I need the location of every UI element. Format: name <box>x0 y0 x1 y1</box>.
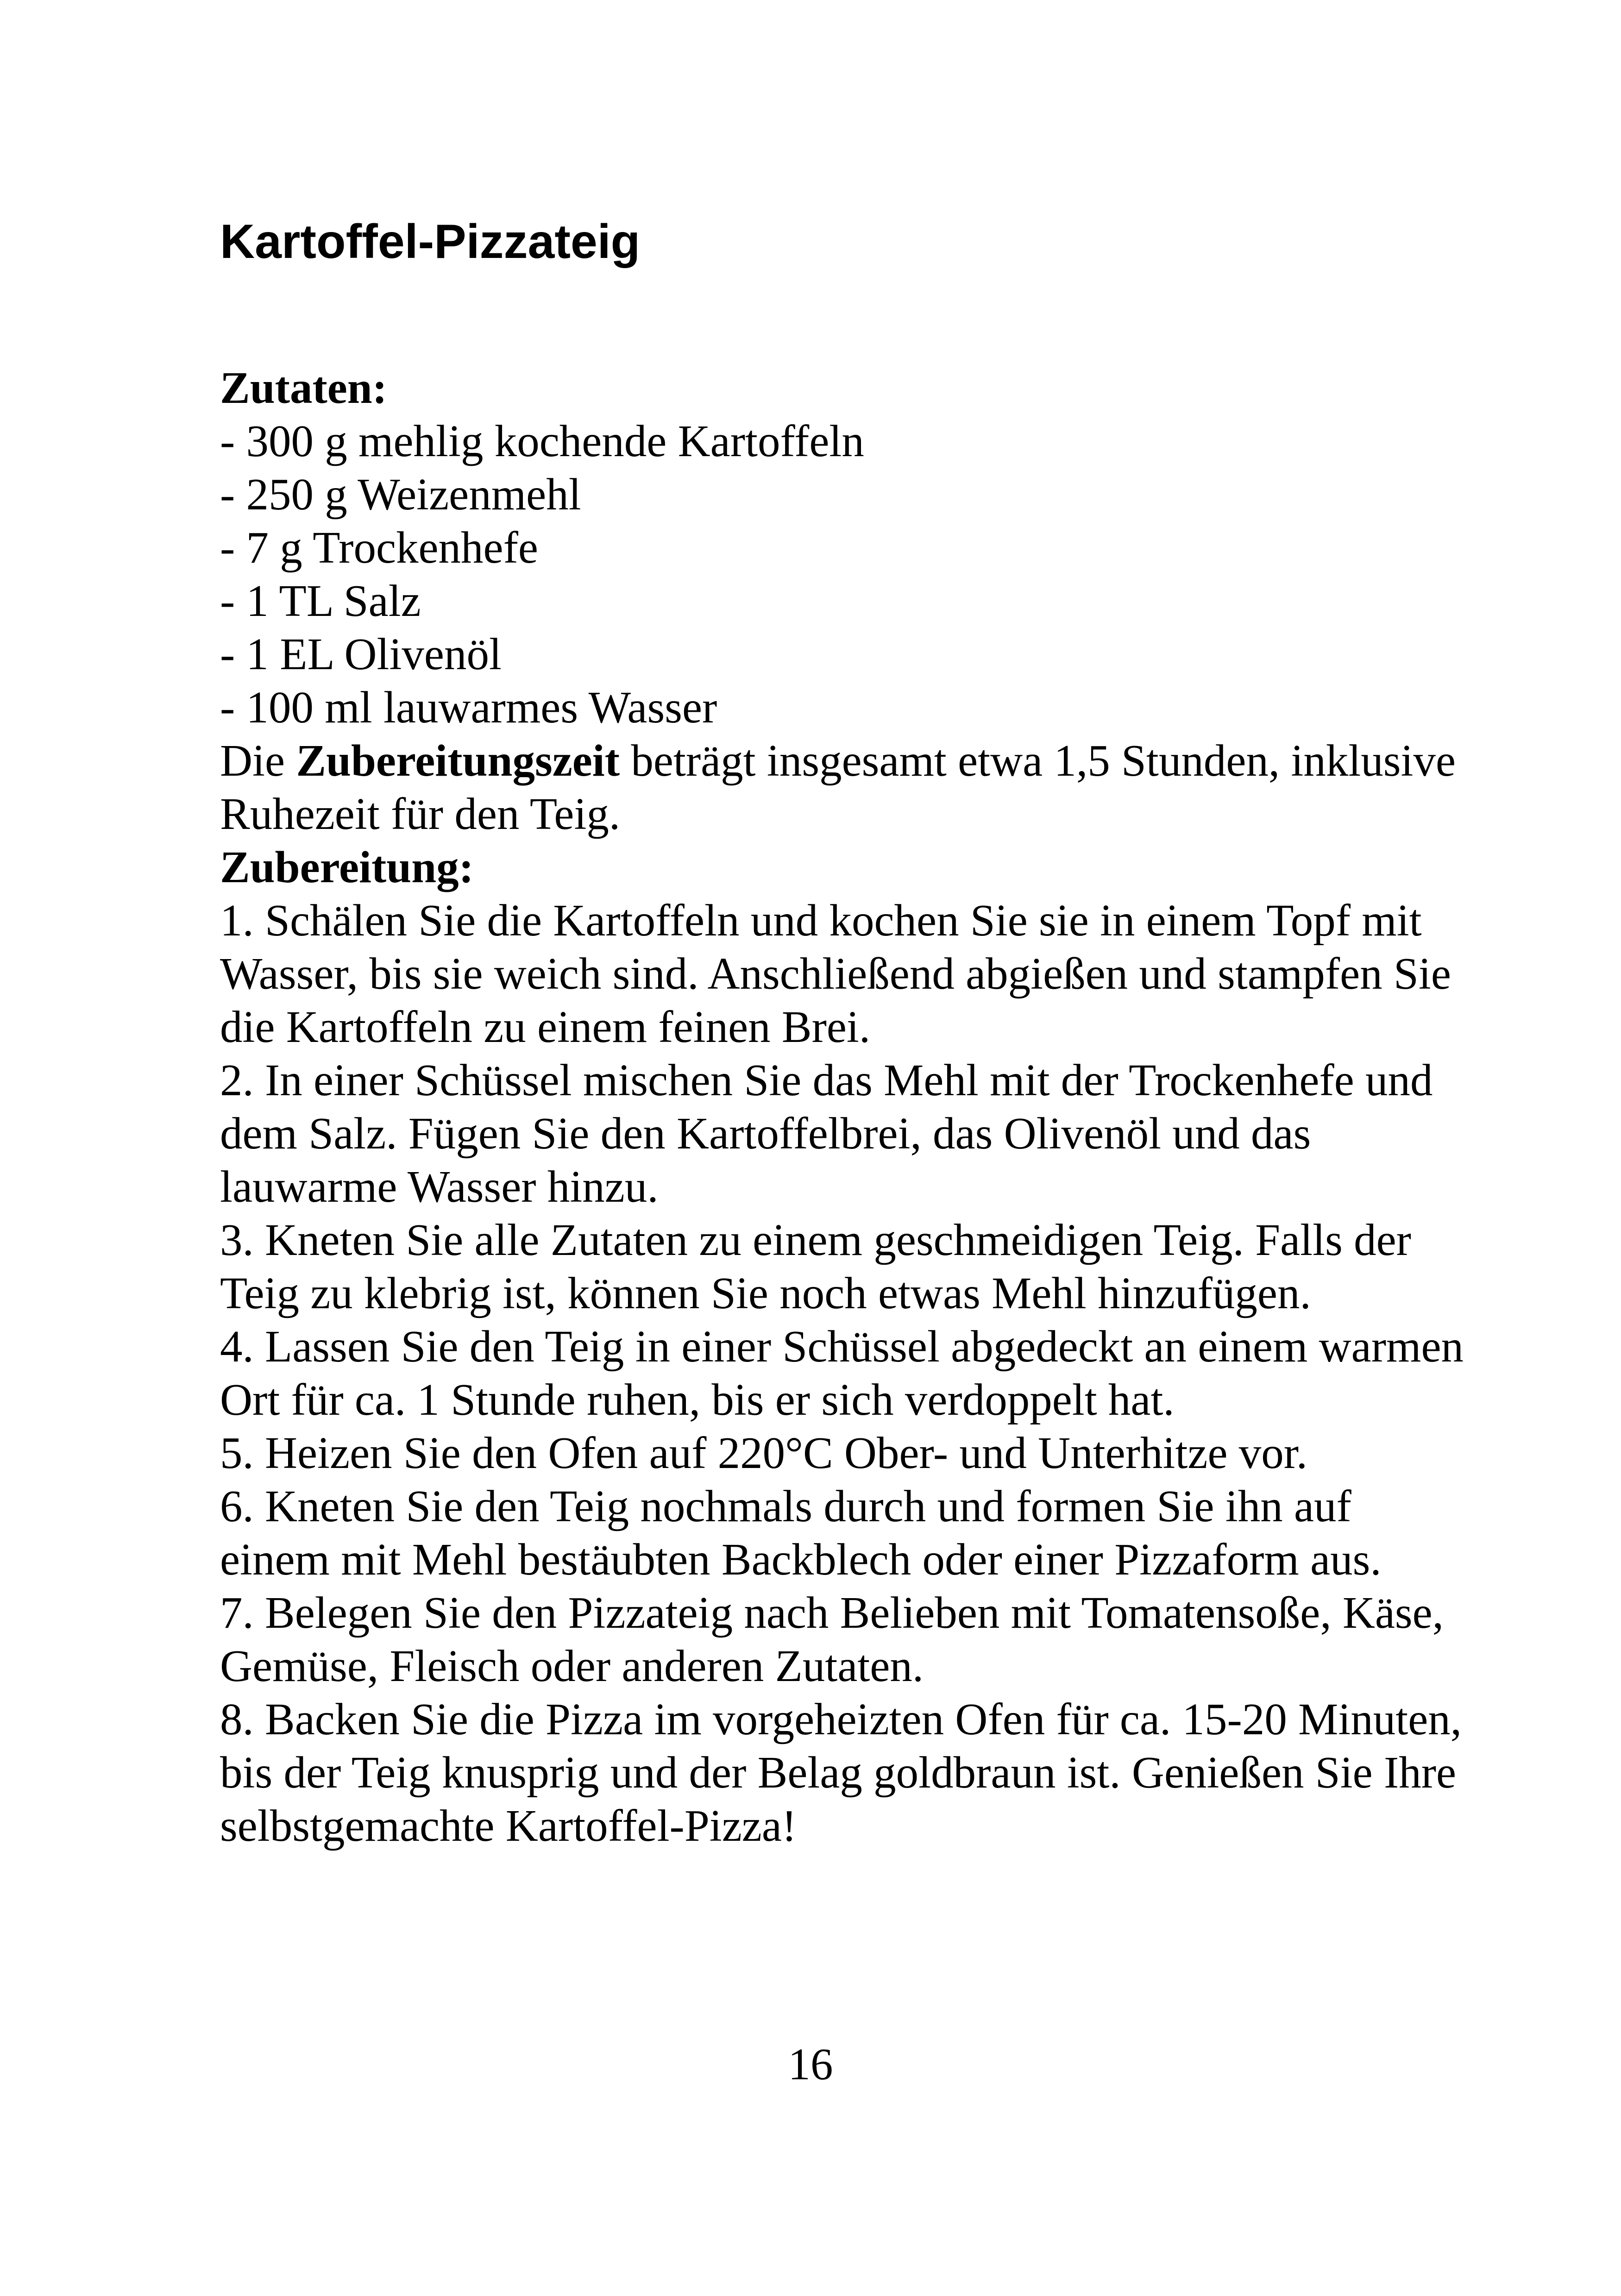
prep-time-paragraph <box>220 734 1470 841</box>
ingredient-item: - 250 g Weizenmehl <box>220 470 581 519</box>
ingredient-item: - 1 TL Salz <box>220 576 421 626</box>
ingredient-item: - 300 g mehlig kochende Kartoffeln <box>220 416 864 466</box>
preparation-heading: Zubereitung: <box>220 842 474 892</box>
preparation-step: 1. Schälen Sie die Kartoffeln und kochen Sie sie in einem Topf mit Wasser, bis sie weich sind. Anschließend abgießen und stampfen Sie die Kartoffeln zu einem feinen Brei. <box>220 896 1451 1052</box>
recipe-content <box>220 361 1470 1852</box>
preparation-step: 2. In einer Schüssel mischen Sie das Mehl mit der Trockenhefe und dem Salz. Fügen Sie den Kartoffelbrei, das Olivenöl und das lauwarme Wasser hinzu. <box>220 1055 1433 1211</box>
prep-time-term: Zubereitungszeit <box>296 736 620 785</box>
page-number: 16 <box>788 2039 833 2089</box>
preparation-step: 8. Backen Sie die Pizza im vorgeheizten Ofen für ca. 15-20 Minuten, bis der Teig knusprig und der Belag goldbraun ist. Genießen Sie Ihre selbstgemachte Kartoffel-Pizza! <box>220 1694 1462 1851</box>
prep-time-suffix: beträgt insgesamt etwa 1,5 Stunden, inklusive Ruhezeit für den Teig. <box>220 736 1456 839</box>
preparation-step: 5. Heizen Sie den Ofen auf 220°C Ober- und Unterhitze vor. <box>220 1428 1307 1478</box>
ingredient-item: - 7 g Trockenhefe <box>220 523 538 572</box>
preparation-step: 4. Lassen Sie den Teig in einer Schüssel abgedeckt an einem warmen Ort für ca. 1 Stunde ruhen, bis er sich verdoppelt hat. <box>220 1322 1464 1424</box>
preparation-step: 6. Kneten Sie den Teig nochmals durch und formen Sie ihn auf einem mit Mehl bestäubten Backblech oder einer Pizzaform aus. <box>220 1481 1382 1584</box>
ingredients-list <box>220 414 1470 734</box>
ingredients-heading: Zutaten: <box>220 363 388 413</box>
preparation-step: 7. Belegen Sie den Pizzateig nach Belieben mit Tomatensoße, Käse, Gemüse, Fleisch oder anderen Zutaten. <box>220 1588 1444 1691</box>
preparation-steps <box>220 894 1470 1852</box>
preparation-step: 3. Kneten Sie alle Zutaten zu einem geschmeidigen Teig. Falls der Teig zu klebrig ist, können Sie noch etwas Mehl hinzufügen. <box>220 1215 1411 1318</box>
ingredient-item: - 100 ml lauwarmes Wasser <box>220 683 717 732</box>
ingredient-item: - 1 EL Olivenöl <box>220 629 502 679</box>
page-title: Kartoffel-Pizzateig <box>220 215 641 269</box>
prep-time-prefix: Die <box>220 736 296 785</box>
